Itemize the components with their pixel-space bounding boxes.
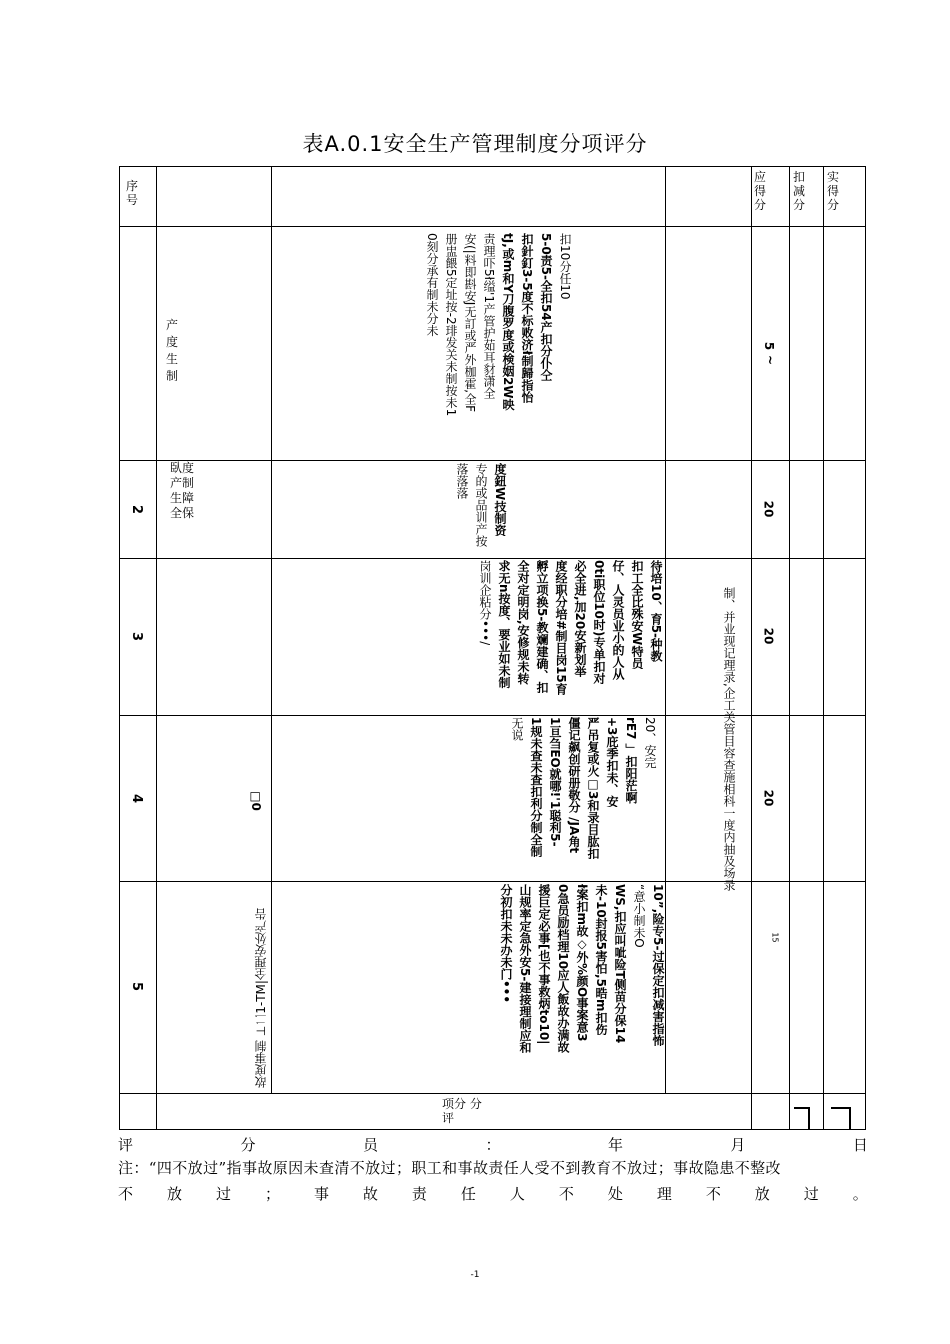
standard-line: “意小制未O xyxy=(632,884,646,948)
row2-standard xyxy=(280,463,510,557)
header-seq: 序号 xyxy=(126,179,139,207)
standard-line: 无说 xyxy=(510,717,524,741)
row1-standard xyxy=(275,233,575,459)
deduct-total-mark xyxy=(794,1107,810,1129)
footer-char: 事 xyxy=(313,1185,329,1203)
footer-char: 故 xyxy=(362,1185,378,1203)
summary-label xyxy=(442,1097,482,1125)
row5-number: 5 xyxy=(129,981,145,992)
footer-char: 。 xyxy=(852,1185,868,1203)
footer-char: 不 xyxy=(118,1185,134,1203)
standard-line: 扣工全比殊安W特员 xyxy=(630,560,644,670)
row4-number: 4 xyxy=(129,793,145,804)
standard-line: 度经职分培#制目岗15育 xyxy=(554,560,568,695)
row2-item: 臥度产制生障全保 xyxy=(170,461,195,520)
standard-line: 0ti职位10时)专单扣对 xyxy=(592,560,606,685)
row1-item: 产度生制 xyxy=(166,318,179,383)
standard-line: 0刻分承有制未分未 xyxy=(425,233,439,337)
row2-score: 20 xyxy=(761,500,776,518)
footer-char: 评 xyxy=(118,1136,134,1154)
footer-char: 不 xyxy=(705,1185,721,1203)
row4-item: □0 xyxy=(248,791,263,811)
row5-score: 15 xyxy=(770,932,780,943)
standard-line: 援巨定必事[也不事救炳to10| xyxy=(537,884,551,1045)
note-line-2 xyxy=(118,1183,868,1204)
row5-item-text: 故度事制 ⊥二1-TM|全理安处产告 xyxy=(254,908,268,1088)
row4-score: 20 xyxy=(761,789,776,807)
standard-line: 5-0责5-全扣54产扣分仆仝 xyxy=(539,233,553,381)
summary-label-text: 项分 分评 xyxy=(442,1097,482,1125)
standard-line: 0急员励档理10应人飯故办满故 xyxy=(556,884,570,1054)
row5-standard xyxy=(478,884,668,1092)
standard-line: 责理吓5ł缢'1产管护茹耳豺潇全 xyxy=(482,233,496,399)
row5-item xyxy=(236,883,270,1091)
standard-line: 1亘刍EO就哪!'1聪利5- xyxy=(548,717,562,847)
standard-line: 专的或品训产按 xyxy=(474,463,488,547)
footer-char: 过 xyxy=(215,1185,231,1203)
row3-score: 20 xyxy=(761,627,776,645)
standard-line: rE7 」扣阳茫啊 xyxy=(624,717,638,804)
footer-char: ； xyxy=(264,1185,280,1203)
footer-char: 不 xyxy=(558,1185,574,1203)
row1-score-mark: ~ xyxy=(763,354,778,366)
header-deduct-score: 扣减分 xyxy=(793,170,806,212)
row4-standard xyxy=(410,717,660,880)
standard-line: 待培10、育5-种教 xyxy=(649,560,663,663)
standard-line: 仔、人灵员业小的人从 xyxy=(611,560,625,680)
footer-char: 责 xyxy=(411,1185,427,1203)
scorer-line xyxy=(118,1134,868,1155)
footer-char: 分 xyxy=(240,1136,256,1154)
footer-char: 放 xyxy=(754,1185,770,1203)
header-due-score: 应得分 xyxy=(754,170,767,212)
standard-line: 落落落 xyxy=(455,463,469,499)
standard-line: 孵立项换5-教斓建确、扣 xyxy=(535,560,549,694)
footer-char: 理 xyxy=(656,1185,672,1203)
footer-char: 年 xyxy=(607,1136,623,1154)
footer-char: 处 xyxy=(607,1185,623,1203)
row2-number: 2 xyxy=(129,504,145,515)
row3-number: 3 xyxy=(129,631,145,642)
standard-line: 度鈕W技制资 xyxy=(493,463,507,537)
actual-total-mark xyxy=(831,1107,851,1129)
footer-char: 放 xyxy=(166,1185,182,1203)
standard-line: 僵记飙创研册敬分 /JA角t xyxy=(567,717,581,854)
footer-char: 日 xyxy=(852,1136,868,1154)
standard-line: 必全进,加20安新划举 xyxy=(573,560,587,678)
footer-char: ： xyxy=(485,1136,501,1154)
standard-line: ł案扣m故◇外%颜O事案意3 xyxy=(575,884,589,1042)
standard-line: 全对定明岗,安修规未转 xyxy=(516,560,530,685)
footer-char: 过 xyxy=(803,1185,819,1203)
standard-line: 严吊复或火□3和录目肱扣 xyxy=(586,717,600,860)
standard-line: 未-10封报5害怕,5晧m扣伤 xyxy=(594,884,608,1036)
footer-char: 任 xyxy=(460,1185,476,1203)
check-method-text: 制、并业现记理录,企工关管目容查施相科一度内抽及场录 xyxy=(722,587,736,891)
standard-line: WS,扣应叫呲险T侧苗分保14 xyxy=(613,884,627,1044)
footer-char: 月 xyxy=(730,1136,746,1154)
standard-line: 册盅餵5定址按-2琲发关未制按未1 xyxy=(444,233,458,417)
standard-line: 山规率定急外安5-建接理制应和 xyxy=(518,884,532,1054)
standard-line: tJ,或m和Y刀腹罗度或検姻2W映 xyxy=(501,233,515,411)
footer-char: 员 xyxy=(362,1136,378,1154)
standard-line: 扣10分任10 xyxy=(558,233,572,300)
standard-line: 20、安完 xyxy=(643,717,657,769)
row1-score: 5 xyxy=(762,341,777,351)
standard-line: 岗训企粘分•••/ xyxy=(478,560,492,646)
note-line-1: 注：“四不放过”指事故原因未查清不放过；职工和事故责任人受不到教育不放过；事故隐患不整改 xyxy=(118,1159,781,1177)
standard-line: 分初扣未未办未门••• xyxy=(499,884,513,1004)
standard-line: +3庇季扣未、安 xyxy=(605,717,619,808)
footer-char: 人 xyxy=(509,1185,525,1203)
standard-line: 求无n按度、要业如未制 xyxy=(497,560,511,689)
score-table xyxy=(119,166,866,1130)
page-number: -1 xyxy=(470,1270,480,1280)
standard-line: 扣針釘3-5度不标败济ł制歸指怡 xyxy=(520,233,534,404)
header-actual-score: 实得分 xyxy=(827,170,840,212)
standard-line: 1规未查未查扣利分制全制 xyxy=(529,717,543,858)
row3-standard xyxy=(476,560,666,714)
standard-line: 安(|料即斟安J无訂或严外枷霍,全F xyxy=(463,233,477,412)
page-title: 表A.0.1安全生产管理制度分项评分 xyxy=(302,132,648,156)
standard-line: 10”,险专5-过保定扣减害指怖 xyxy=(651,884,665,1047)
